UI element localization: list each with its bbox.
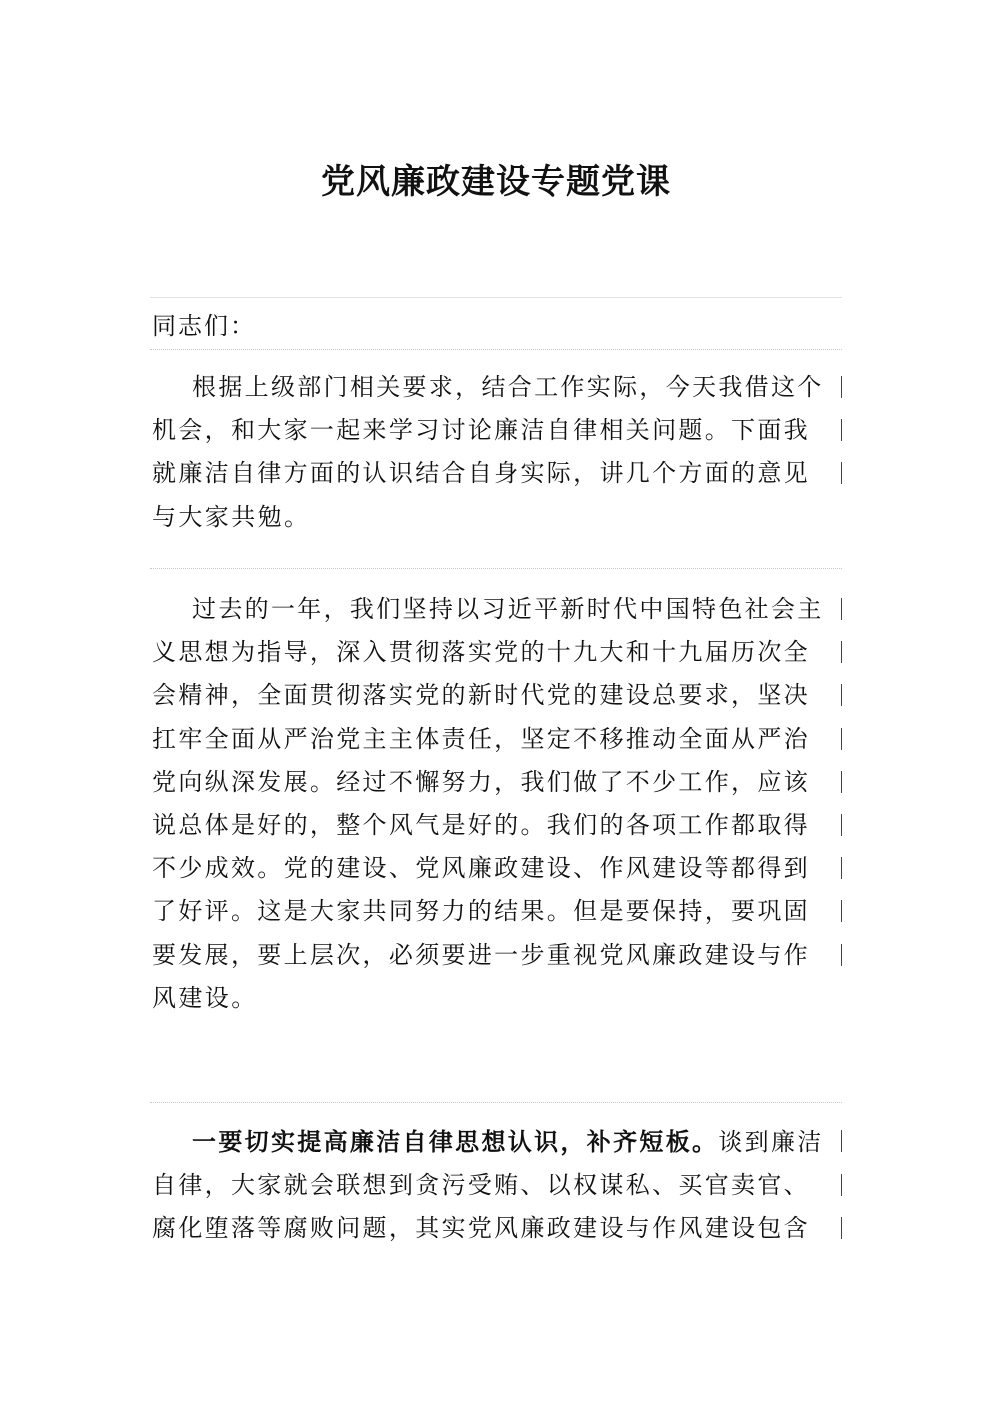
paragraph-line (152, 1120, 840, 1164)
paragraph-line: 了好评。这是大家共同努力的结果。但是要保持，要巩固 (152, 890, 840, 933)
paragraph-line: 义思想为指导，深入贯彻落实党的十九大和十九届历次全 (152, 631, 840, 674)
paragraph-line: 会精神，全面贯彻落实党的新时代党的建设总要求，坚决 (152, 674, 840, 717)
paragraph-line: 风建设。 (152, 983, 258, 1012)
paragraph-3 (152, 1120, 840, 1251)
paragraph-line: 机会，和大家一起来学习讨论廉洁自律相关问题。下面我 (152, 409, 840, 452)
divider (150, 1102, 842, 1103)
paragraph-line: 根据上级部门相关要求，结合工作实际，今天我借这个 (152, 366, 840, 409)
paragraph-line: 不少成效。党的建设、党风廉政建设、作风建设等都得到 (152, 847, 840, 890)
paragraph-line: 说总体是好的，整个风气是好的。我们的各项工作都取得 (152, 804, 840, 847)
divider (150, 349, 842, 350)
paragraph-line: 党向纵深发展。经过不懈努力，我们做了不少工作，应该 (152, 761, 840, 804)
salutation: 同志们： (152, 312, 256, 340)
paragraph-text: 谈到廉洁 (718, 1128, 824, 1156)
document-title: 党风廉政建设专题党课 (321, 162, 671, 202)
paragraph-line: 要发展，要上层次，必须要进一步重视党风廉政建设与作 (152, 934, 840, 977)
paragraph-line: 扛牢全面从严治党主主体责任，坚定不移推动全面从严治 (152, 718, 840, 761)
divider (150, 568, 842, 569)
divider (150, 297, 842, 298)
paragraph-line: 腐化堕落等腐败问题，其实党风廉政建设与作风建设包含 (152, 1207, 840, 1250)
paragraph-line: 就廉洁自律方面的认识结合自身实际，讲几个方面的意见 (152, 452, 840, 495)
paragraph-line: 过去的一年，我们坚持以习近平新时代中国特色社会主 (152, 588, 840, 631)
paragraph-line: 与大家共勉。 (152, 502, 311, 531)
paragraph-line: 自律，大家就会联想到贪污受贿、以权谋私、买官卖官、 (152, 1164, 840, 1207)
paragraph-1 (152, 366, 840, 539)
paragraph-2 (152, 588, 840, 1020)
bold-heading: 一要切实提高廉洁自律思想认识，补齐短板。 (192, 1127, 719, 1156)
